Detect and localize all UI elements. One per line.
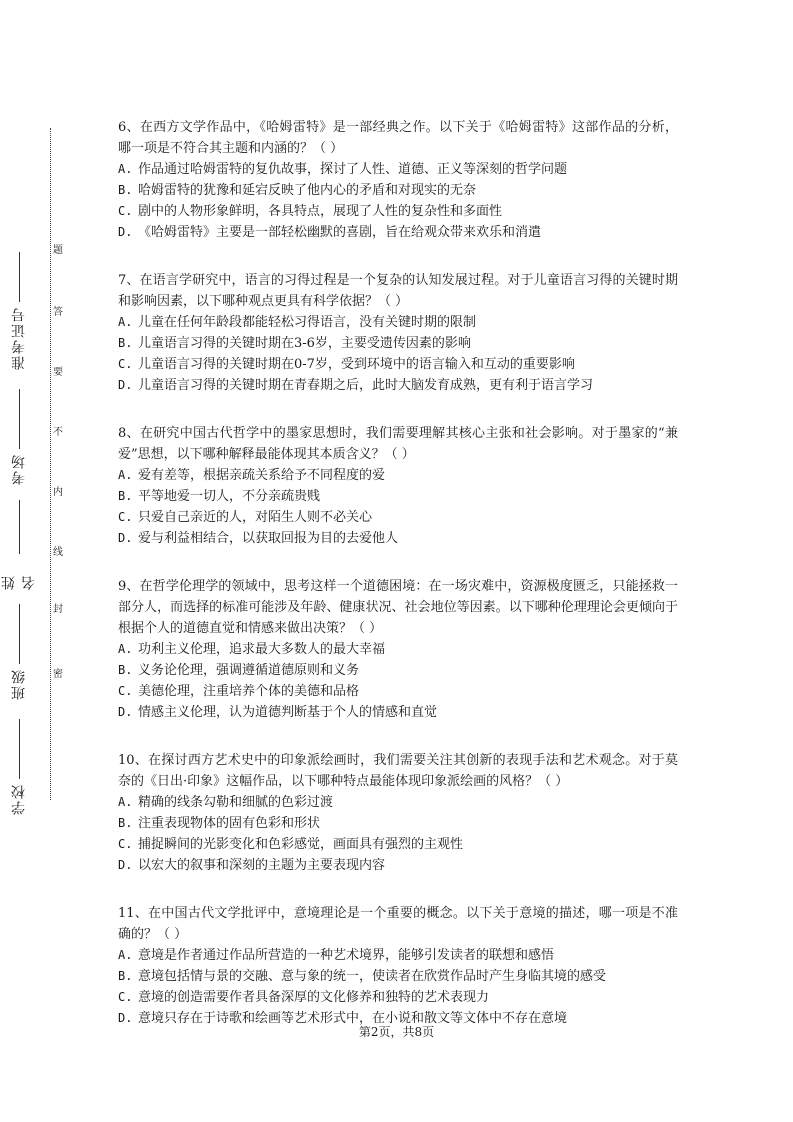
option: C. 只爱自己亲近的人，对陌生人则不必关心: [118, 510, 373, 525]
option: B. 意境包括情与景的交融、意与象的统一，使读者在欣赏作品时产生身临其境的感受: [118, 969, 607, 984]
question-list: [118, 117, 678, 1056]
option: A. 儿童在任何年龄段都能轻松习得语言，没有关键时期的限制: [118, 315, 477, 330]
option: A. 功利主义伦理，追求最大多数人的最大幸福: [118, 642, 386, 657]
seal-char: 内: [53, 487, 63, 498]
option: D. 以宏大的叙事和深刻的主题为主要表现内容: [118, 858, 386, 873]
option: C. 美德伦理，注重培养个体的美德和品格: [118, 684, 360, 699]
option: B. 注重表现物体的固有色彩和形状: [118, 816, 321, 831]
option: B. 儿童语言习得的关键时期在3-6岁，主要受遗传因素的影响: [118, 336, 471, 351]
option: A. 作品通过哈姆雷特的复仇故事，探讨了人性、道德、正义等深刻的哲学问题: [118, 162, 568, 177]
option: A. 爱有差等，根据亲疏关系给予不同程度的爱: [118, 468, 386, 483]
class-field: 班级: [4, 600, 34, 700]
option: D. 意境只存在于诗歌和绘画等艺术形式中，在小说和散文等文体中不存在意境: [118, 1011, 568, 1026]
option: C. 儿童语言习得的关键时期在0-7岁，受到环境中的语言输入和互动的重要影响: [118, 357, 575, 372]
exam-room-field: 考场: [4, 385, 34, 485]
ticket-number-field: 准考证号: [4, 245, 34, 370]
option: D. 情感主义伦理，认为道德判断基于个人的情感和直觉: [118, 705, 438, 720]
option: A. 意境是作者通过作品所营造的一种艺术境界，能够引发读者的联想和感悟: [118, 948, 555, 963]
page-footer: 第2页，共8页: [358, 1025, 435, 1039]
question: [118, 117, 678, 243]
option: C. 剧中的人物形象鲜明，各具特点，展现了人性的复杂性和多面性: [118, 204, 503, 219]
seal-char: 答: [53, 307, 63, 318]
option: D. 儿童语言习得的关键时期在青春期之后，此时大脑发育成熟，更有利于语言学习: [118, 378, 594, 393]
option: B. 义务论伦理，强调遵循道德原则和义务: [118, 663, 360, 678]
seal-char: 题: [53, 245, 63, 256]
question-stem: 9、在哲学伦理学的领域中，思考这样一个道德困境：在一场灾难中，资源极度匮乏，只能拯救一部分人，而选择的标准可能涉及年龄、健康状况、社会地位等因素。以下哪种伦理理论会更倾向于根据个人的道德直觉和情感来做出决策？（ ）: [118, 579, 678, 636]
option: B. 哈姆雷特的犹豫和延宕反映了他内心的矛盾和对现实的无奈: [118, 183, 477, 198]
seal-dotted-line: [50, 128, 65, 800]
seal-char: 封: [53, 604, 63, 615]
option: C. 意境的创造需要作者具备深厚的文化修养和独特的艺术表现力: [118, 990, 490, 1005]
question: [118, 903, 678, 1029]
seal-char: 要: [53, 367, 63, 378]
question-stem: 8、在研究中国古代哲学中的墨家思想时，我们需要理解其核心主张和社会影响。对于墨家的“兼爱”思想，以下哪种解释最能体现其本质含义？（ ）: [118, 426, 678, 462]
name-underline: [18, 500, 20, 554]
school-field: 学校: [4, 715, 34, 815]
option: D. 爱与利益相结合，以获取回报为目的去爱他人: [118, 531, 399, 546]
question: [118, 423, 678, 549]
seal-char: 密: [53, 669, 63, 680]
seal-char: 线: [53, 547, 63, 558]
question-stem: 11、在中国古代文学批评中，意境理论是一个重要的概念。以下关于意境的描述，哪一项是不准确的？（ ）: [118, 906, 678, 942]
exam-room-underline: [18, 389, 20, 449]
school-underline: [18, 719, 20, 779]
option: C. 捕捉瞬间的光影变化和色彩感觉，画面具有强烈的主观性: [118, 837, 464, 852]
option: B. 平等地爱一切人，不分亲疏贵贱: [118, 489, 321, 504]
question-stem: 7、在语言学研究中，语言的习得过程是一个复杂的认知发展过程。对于儿童语言习得的关键时期和影响因素，以下哪种观点更具有科学依据？（ ）: [118, 273, 678, 309]
question-stem: 10、在探讨西方艺术史中的印象派绘画时，我们需要关注其创新的表现手法和艺术观念。对于莫奈的《日出·印象》这幅作品，以下哪种特点最能体现印象派绘画的风格？（ ）: [118, 753, 678, 789]
name-field: 姓名: [4, 500, 34, 590]
binding-margin: [0, 0, 90, 1122]
ticket-number-underline: [18, 252, 20, 302]
option: A. 精确的线条勾勒和细腻的色彩过渡: [118, 795, 334, 810]
question: [118, 576, 678, 723]
class-underline: [18, 604, 20, 664]
seal-char: 不: [53, 427, 63, 438]
question: [118, 750, 678, 876]
question-stem: 6、在西方文学作品中，《哈姆雷特》是一部经典之作。以下关于《哈姆雷特》这部作品的分析，哪一项是不符合其主题和内涵的？（ ）: [118, 120, 678, 156]
question: [118, 270, 678, 396]
option: D. 《哈姆雷特》主要是一部轻松幽默的喜剧，旨在给观众带来欢乐和消遣: [118, 225, 542, 240]
